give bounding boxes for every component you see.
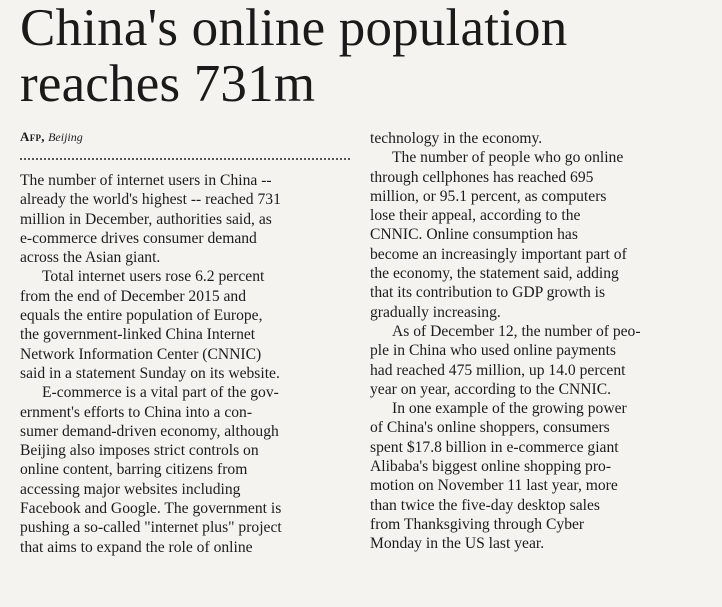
body-text-line: accessing major websites including [20,480,241,498]
body-text-line: The number of people who go online [392,149,624,167]
right-column [370,129,702,554]
body-text-line: As of December 12, the number of peo- [392,322,641,340]
body-text-line: technology in the economy. [370,130,543,147]
headline-line: China's online population [20,0,568,57]
body-text-line: Alibaba's biggest online shopping pro- [370,458,612,476]
body-text-line: ernment's efforts to China into a con- [20,403,253,421]
body-text-line: Beijing also imposes strict controls on [20,442,259,460]
body-text-line: that its contribution to GDP growth is [370,284,606,302]
body-text-line: equals the entire population of Europe, [20,307,263,325]
body-text-line: Monday in the US last year. [370,535,545,553]
body-text-line: than twice the five-day desktop sales [370,496,600,514]
body-text-line: E-commerce is a vital part of the gov- [42,384,279,402]
body-text-line: that aims to expand the role of online [20,538,253,556]
body-text-line: already the world's highest -- reached 731 [20,191,281,209]
left-column [20,171,356,557]
body-text-line: the government-linked China Internet [20,326,256,344]
byline-dateline: Beijing [48,130,83,144]
body-text-line: had reached 475 million, up 14.0 percent [370,361,626,379]
body-text-line: million, or 95.1 percent, as computers [370,187,607,205]
body-text-line: Total internet users rose 6.2 percent [42,268,265,286]
body-text-line: from Thanksgiving through Cyber [370,515,585,533]
body-text-line: sumer demand-driven economy, although [20,422,279,440]
body-text-line: year on year, according to the CNNIC. [370,380,611,398]
body-text-line: CNNIC. Online consumption has [370,226,578,244]
body-text-line: ple in China who used online payments [370,342,616,360]
body-text-line: across the Asian giant. [20,249,161,267]
body-text-line: the economy, the statement said, adding [370,265,619,283]
byline-divider [20,158,350,160]
headline-line: reaches 731m [20,55,316,113]
body-text-line: million in December, authorities said, as [20,210,272,228]
body-text-line: Network Information Center (CNNIC) [20,345,262,363]
body-text-line: e-commerce drives consumer demand [20,229,257,247]
body-text-line: said in a statement Sunday on its website. [20,364,280,382]
body-text-line: Facebook and Google. The government is [20,500,282,518]
body-text-line: become an increasingly important part of [370,245,627,263]
body-text-line: through cellphones has reached 695 [370,168,594,186]
headline [20,0,710,112]
body-text-line: from the end of December 2015 and [20,287,247,305]
byline [20,129,83,145]
body-text-line: spent $17.8 billion in e-commerce giant [370,438,619,456]
body-text-line: gradually increasing. [370,303,501,321]
body-text-line: online content, barring citizens from [20,461,248,479]
body-text-line: pushing a so-called "internet plus" project [20,519,282,537]
body-text-line: In one example of the growing power [392,400,627,418]
byline-agency: Afp, [20,129,45,144]
body-text-line: The number of internet users in China -- [20,172,272,189]
body-text-line: of China's online shoppers, consumers [370,419,610,437]
body-text-line: lose their appeal, according to the [370,207,581,225]
body-text-line: motion on November 11 last year, more [370,477,618,495]
